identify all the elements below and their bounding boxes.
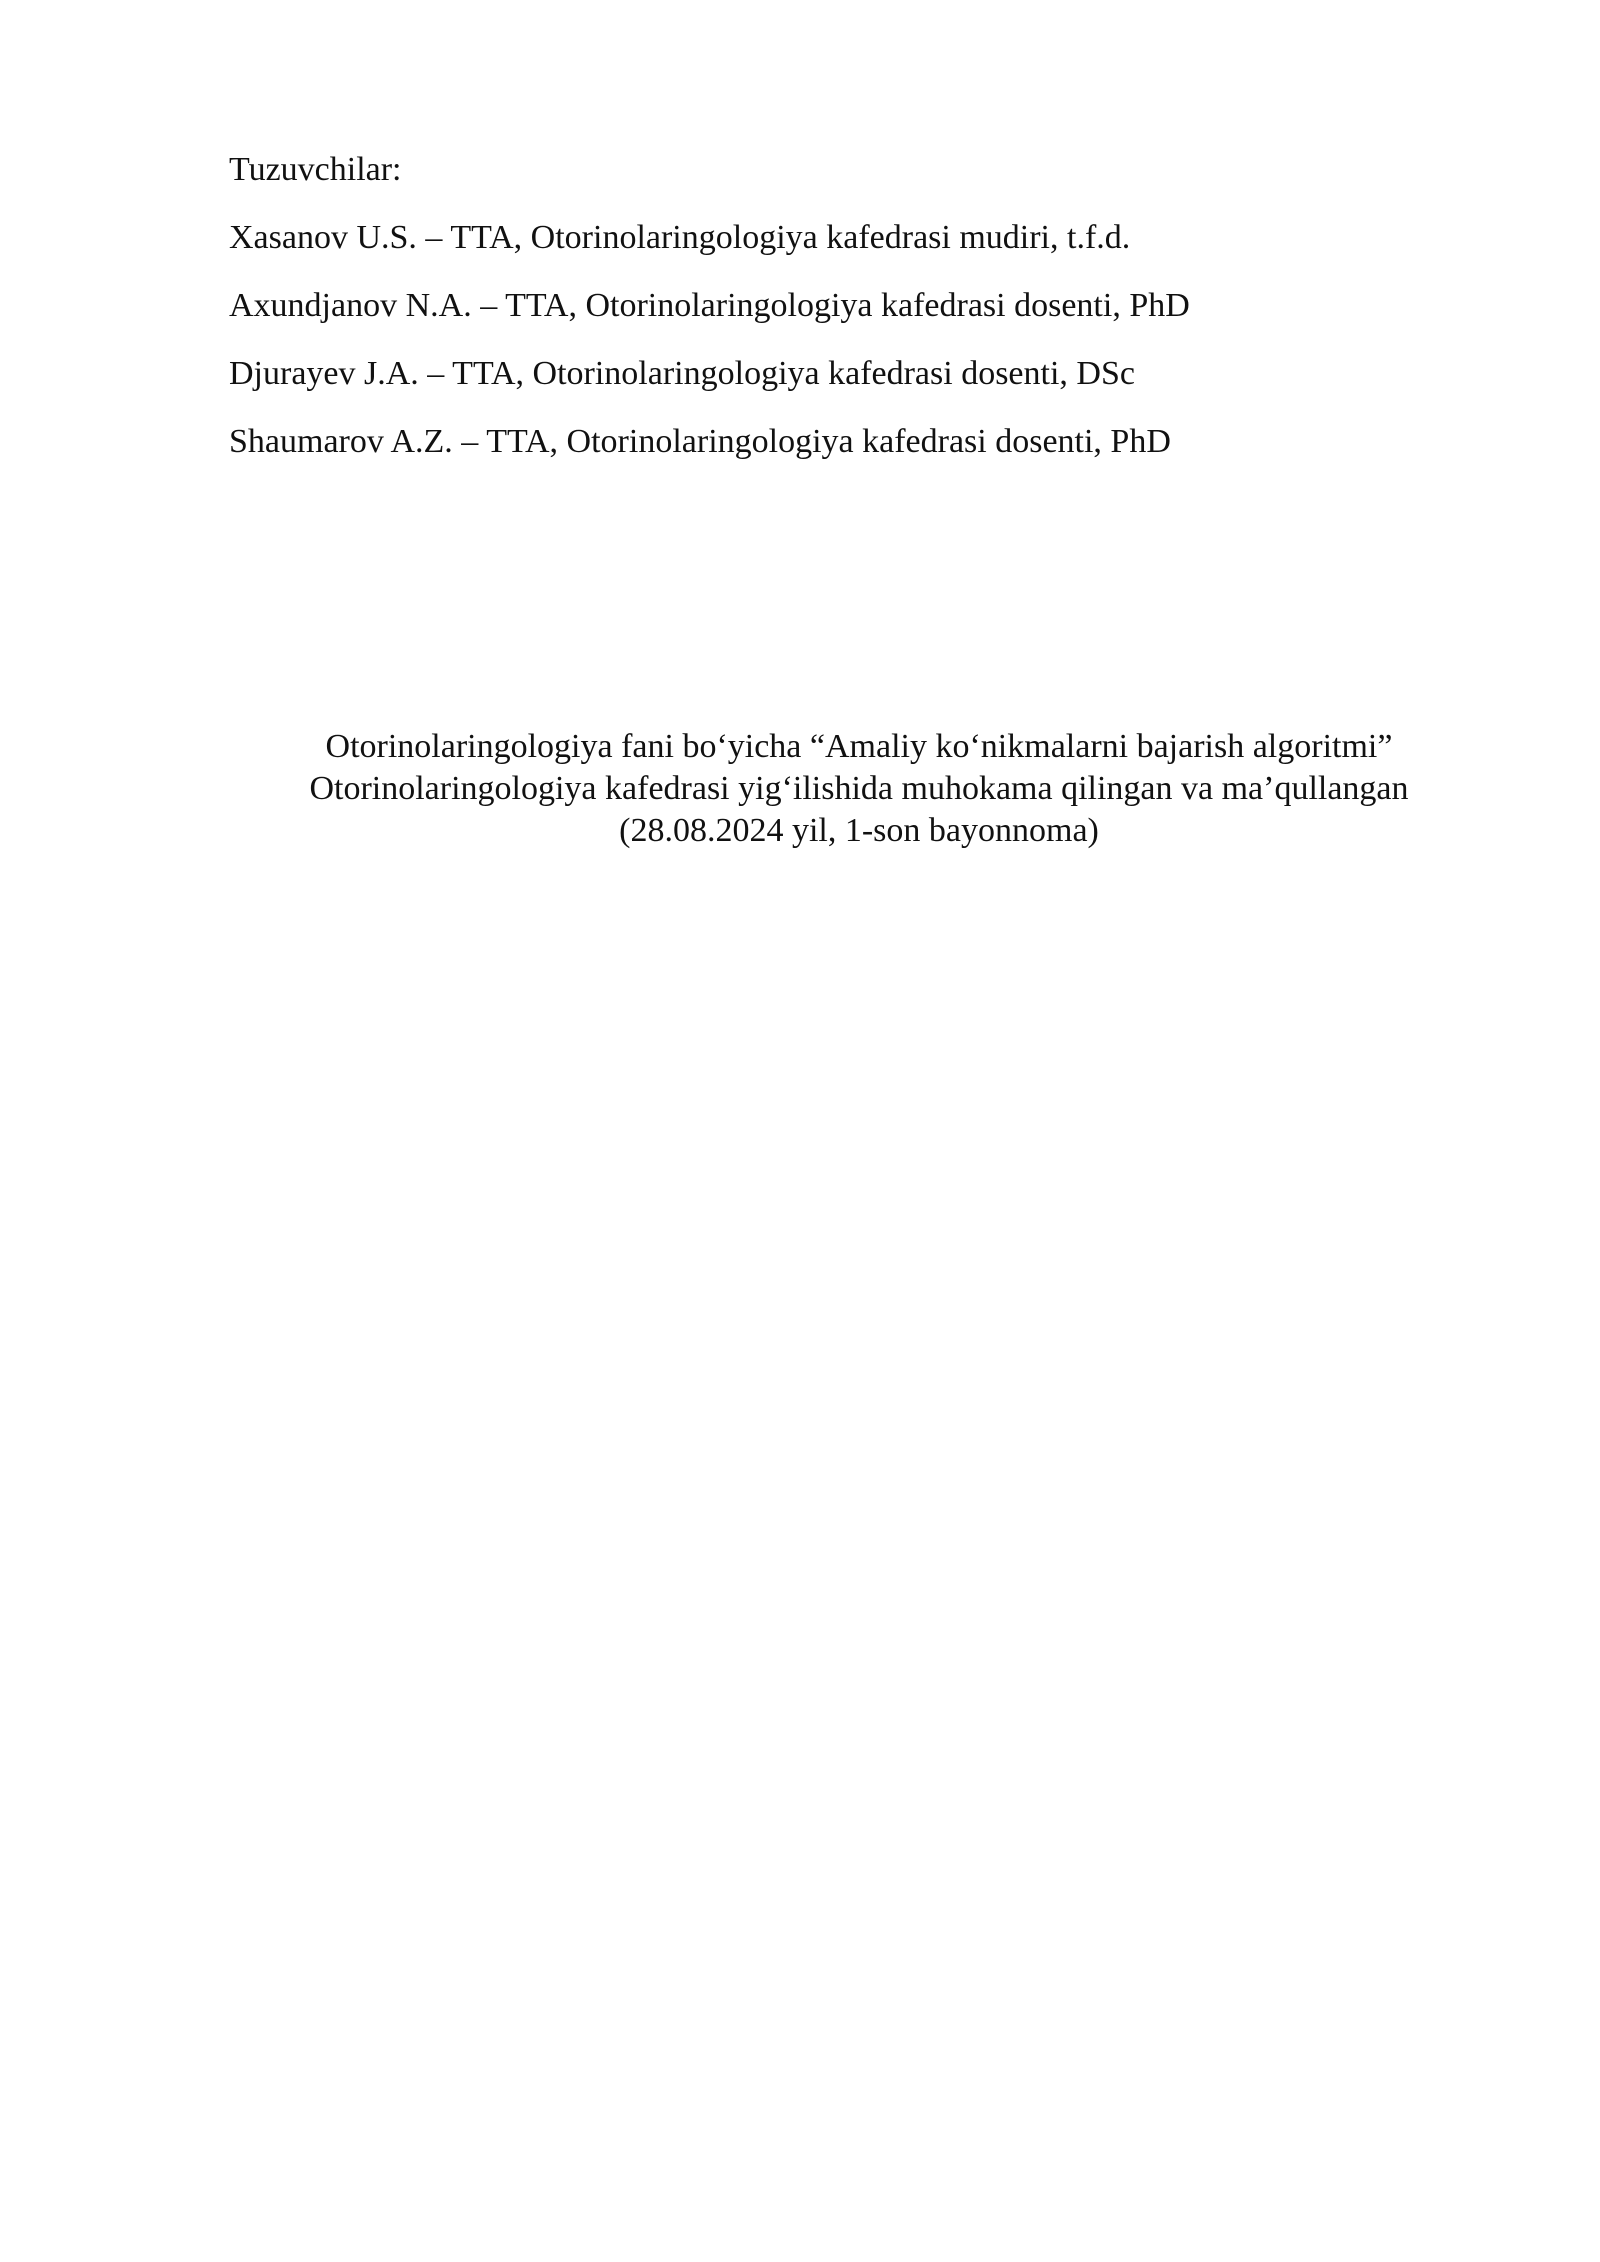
approval-section	[229, 726, 1489, 852]
author-line: Shaumarov A.Z. – TTA, Otorinolaringologiya kafedrasi dosenti, PhD	[229, 423, 1171, 460]
author-line: Xasanov U.S. – TTA, Otorinolaringologiya kafedrasi mudiri, t.f.d.	[229, 219, 1131, 256]
authors-heading: Tuzuvchilar:	[229, 151, 402, 188]
authors-section	[229, 150, 1479, 490]
author-line: Djurayev J.A. – TTA, Otorinolaringologiya kafedrasi dosenti, DSc	[229, 355, 1135, 392]
approval-line: Otorinolaringologiya fani bo‘yicha “Amaliy ko‘nikmalarni bajarish algoritmi”	[325, 728, 1393, 765]
approval-line: Otorinolaringologiya kafedrasi yig‘ilishida muhokama qilingan va ma’qullangan	[309, 770, 1409, 807]
author-line: Axundjanov N.A. – TTA, Otorinolaringologiya kafedrasi dosenti, PhD	[229, 287, 1190, 324]
approval-line: (28.08.2024 yil, 1-son bayonnoma)	[619, 812, 1099, 849]
